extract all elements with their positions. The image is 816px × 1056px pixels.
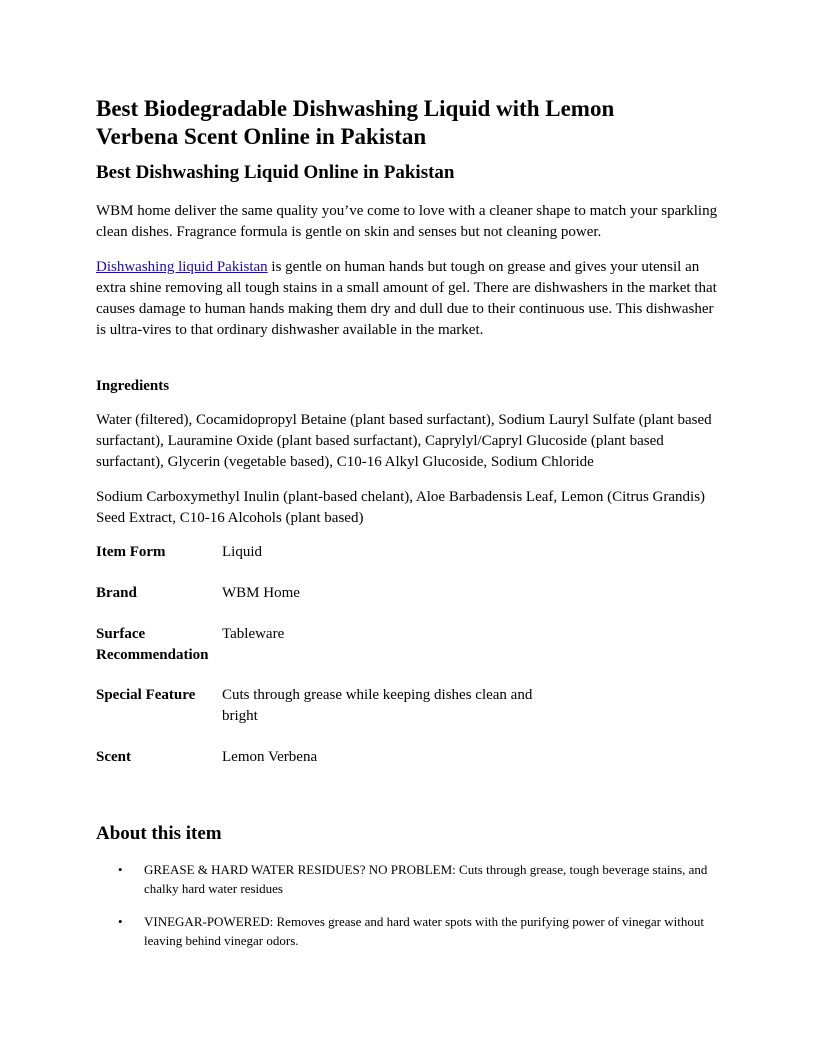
description-paragraph — [96, 257, 720, 341]
spec-value: Lemon Verbena — [222, 749, 318, 765]
spec-label: Brand — [96, 585, 137, 601]
dishwashing-liquid-link[interactable]: Dishwashing liquid Pakistan — [96, 259, 268, 275]
list-item-text: VINEGAR-POWERED: Removes grease and hard water spots with the purifying power of vinegar without leaving behind vinegar odors. — [144, 914, 704, 948]
bullet-icon: • — [118, 914, 123, 929]
spec-value: Cuts through grease while keeping dishes clean and bright — [222, 687, 533, 724]
page-subtitle: Best Dishwashing Liquid Online in Pakistan — [96, 162, 455, 183]
about-heading: About this item — [96, 823, 222, 844]
bullet-icon: • — [118, 862, 123, 877]
ingredients-heading: Ingredients — [96, 378, 170, 394]
ingredients-paragraph-1: Water (filtered), Cocamidopropyl Betaine (plant based surfactant), Sodium Lauryl Sulfate (plant based surfactant), Lauramine Oxide (plant based surfactant), Caprylyl/Capryl Glucoside (plant based surfactant), Glycerin (vegetable based), C10-16 Alkyl Glucoside, Sodium Chloride — [96, 412, 712, 470]
spec-label: Special Feature — [96, 687, 196, 703]
spec-value: Tableware — [222, 626, 285, 642]
spec-value: WBM Home — [222, 585, 300, 601]
spec-label: Surface Recommendation — [96, 626, 209, 663]
description-text: is gentle on human hands but tough on grease and gives your utensil an extra shine removing all tough stains in a small amount of gel. There are dishwashers in the market that causes damage to human hands making them dry and dull due to their continuous use. This dishwasher is ultra-vires to that ordinary dishwasher available in the market. — [96, 259, 717, 338]
list-item-text: GREASE & HARD WATER RESIDUES? NO PROBLEM: Cuts through grease, tough beverage stains, and chalky hard water residues — [144, 862, 708, 896]
list-item — [96, 860, 726, 898]
about-list — [96, 860, 726, 964]
list-item — [96, 912, 726, 950]
spec-label: Item Form — [96, 544, 166, 560]
ingredients-paragraph-2: Sodium Carboxymethyl Inulin (plant-based chelant), Aloe Barbadensis Leaf, Lemon (Citrus Grandis) Seed Extract, C10-16 Alcohols (plant based) — [96, 489, 706, 526]
intro-paragraph: WBM home deliver the same quality you’ve come to love with a cleaner shape to match your sparkling clean dishes. Fragrance formula is gentle on skin and senses but not cleaning power. — [96, 203, 718, 240]
page-title: Best Biodegradable Dishwashing Liquid with Lemon Verbena Scent Online in Pakistan — [96, 96, 615, 149]
spec-label: Scent — [96, 749, 131, 765]
spec-value: Liquid — [222, 544, 262, 560]
